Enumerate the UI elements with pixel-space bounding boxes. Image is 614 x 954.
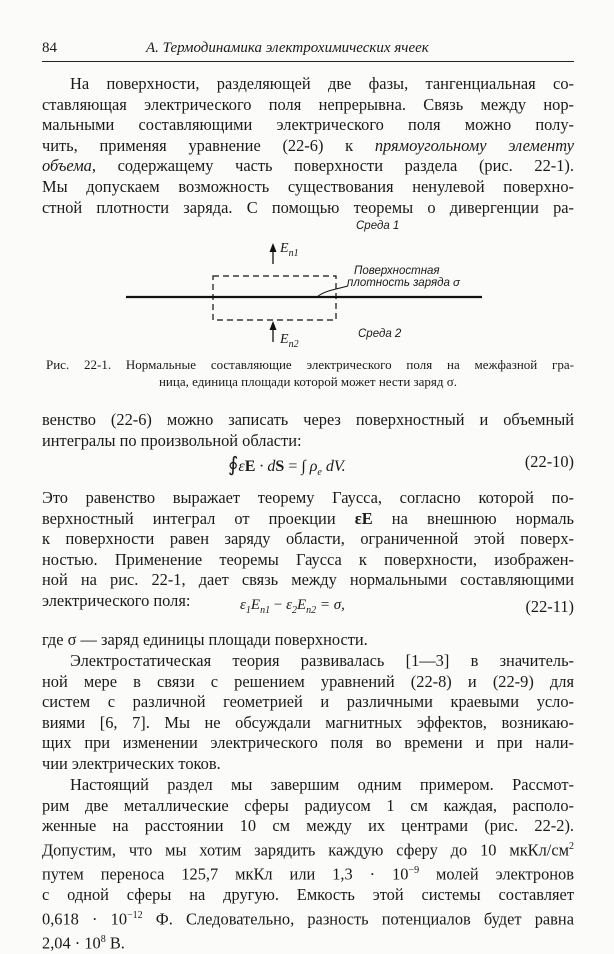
text-line: Допустим, что мы хотим зарядить каждую сферу до 10 мкКл/$см^2$ (42, 840, 574, 860)
normal-components-formula: $\varepsilon_1E_{n1} - \varepsilon_2E_{n2} = \sigma$, (240, 597, 345, 616)
paragraph-6 (42, 775, 574, 954)
equation-number: (22-11) (525, 597, 574, 616)
text-line: с одной сферы на другую. Емкость этой системы составляет (42, 884, 574, 904)
caption-line: Рис. 22-1. Нормальные составляющие электрического поля на межфазной гра- (46, 357, 574, 372)
page-number: 84 (42, 40, 57, 56)
equation-number: (22-10) (524, 452, 574, 471)
en2-label: $E_{n2}$ (280, 332, 299, 350)
text-line: мальными составляющими электрического поля можно полу- (42, 115, 574, 135)
text-line: женные на расстоянии 10 см между их центрами (рис. 22-2). (42, 816, 574, 836)
text-line: ставляющая электрического поля непрерывна. Связь между нор- (42, 94, 574, 114)
text-line: стной плотности заряда. С помощью теоремы о дивергенции ра- (42, 197, 574, 217)
text-line: верхностный интеграл от проекции εE на внешнюю нормаль (42, 508, 575, 528)
text-line: $2,04 \cdot 10^8$ В. (42, 933, 125, 953)
text-line: щих при изменении электрического поля во времени и при нали- (42, 733, 574, 753)
figure-caption (42, 356, 574, 390)
figure-diagram (42, 218, 574, 356)
caption-line: ница, единица площади которой может нести заряд σ. (158, 374, 458, 389)
paragraph-5 (42, 651, 574, 775)
paragraph-2 (42, 410, 574, 451)
text-line: $0,618 \cdot 10^{-12}$ Ф. Следовательно, разность потенциалов будет равна (42, 908, 574, 928)
text-line: ной на рис. 22-1, дает связь между нормальными составляющими (42, 570, 574, 590)
text-line: чии электрических токов. (42, 753, 221, 773)
text-line: ной мере в связи с решением уравнений (22-8) и (22-9) для (42, 671, 574, 691)
text-line: виями [6, 7]. Мы не обсуждали магнитных эффектов, возникаю- (42, 712, 574, 732)
text-line: объема, содержащему часть поверхности раздела (рис. 22-1). (42, 156, 574, 176)
text-line: Электростатическая теория развивалась [1—3] в значитель- (70, 651, 574, 670)
medium-1-label: Среда 1 (356, 220, 400, 232)
text-line: рим две металлические сферы радиусом 1 см каждая, располо- (42, 795, 574, 815)
paragraph-1 (42, 74, 574, 218)
text-line: к поверхности равен заряду области, ограниченной этой поверх- (42, 529, 574, 549)
header-rule (42, 61, 574, 62)
text-line: На поверхности, разделяющей две фазы, тангенциальная со- (70, 74, 574, 93)
text-line: систем с различной геометрией и различными краевыми усло- (42, 692, 574, 712)
running-title: А. Термодинамика электрохимических ячеек (146, 40, 429, 56)
medium-2-label: Среда 2 (358, 328, 402, 340)
text-line: где σ — заряд единицы площади поверхности. (42, 630, 368, 649)
text-line: ностью. Применение теоремы Гаусса к поверхности, изображен- (42, 549, 574, 569)
figure-22-1 (42, 218, 574, 356)
text-line: путем переноса 125,7 мкКл или $1,3 \cdot 10^{-9}$ молей электронов (42, 864, 574, 884)
en1-label: $E_{n1}$ (280, 241, 299, 259)
leader-line (318, 286, 348, 296)
text-line: электрического поля: (42, 590, 191, 610)
equation-22-10 (42, 452, 574, 479)
text-line: интегралы по произвольной области: (42, 430, 302, 450)
text-line: Настоящий раздел мы завершим одним примером. Рассмот- (70, 775, 574, 794)
paragraph-3 (42, 488, 574, 612)
text-line: Мы допускаем возможность существования ненулевой поверхно- (42, 176, 574, 196)
gauss-formula: ∮εE · dS = ∫ $\rho_e$ dV. (228, 454, 346, 479)
surface-label-line1: Поверхностная (354, 265, 440, 277)
page-header (42, 40, 574, 62)
surface-label-line2: плотность заряда σ (347, 277, 460, 289)
text-line: венство (22-6) можно записать через поверхностный и объемный (42, 410, 574, 429)
paragraph-4 (42, 630, 574, 651)
text-line: Это равенство выражает теорему Гаусса, согласно которой по- (42, 488, 574, 507)
text-line: чить, применяя уравнение (22-6) к прямоугольному элементу (42, 135, 575, 155)
equation-22-11 (42, 597, 574, 621)
